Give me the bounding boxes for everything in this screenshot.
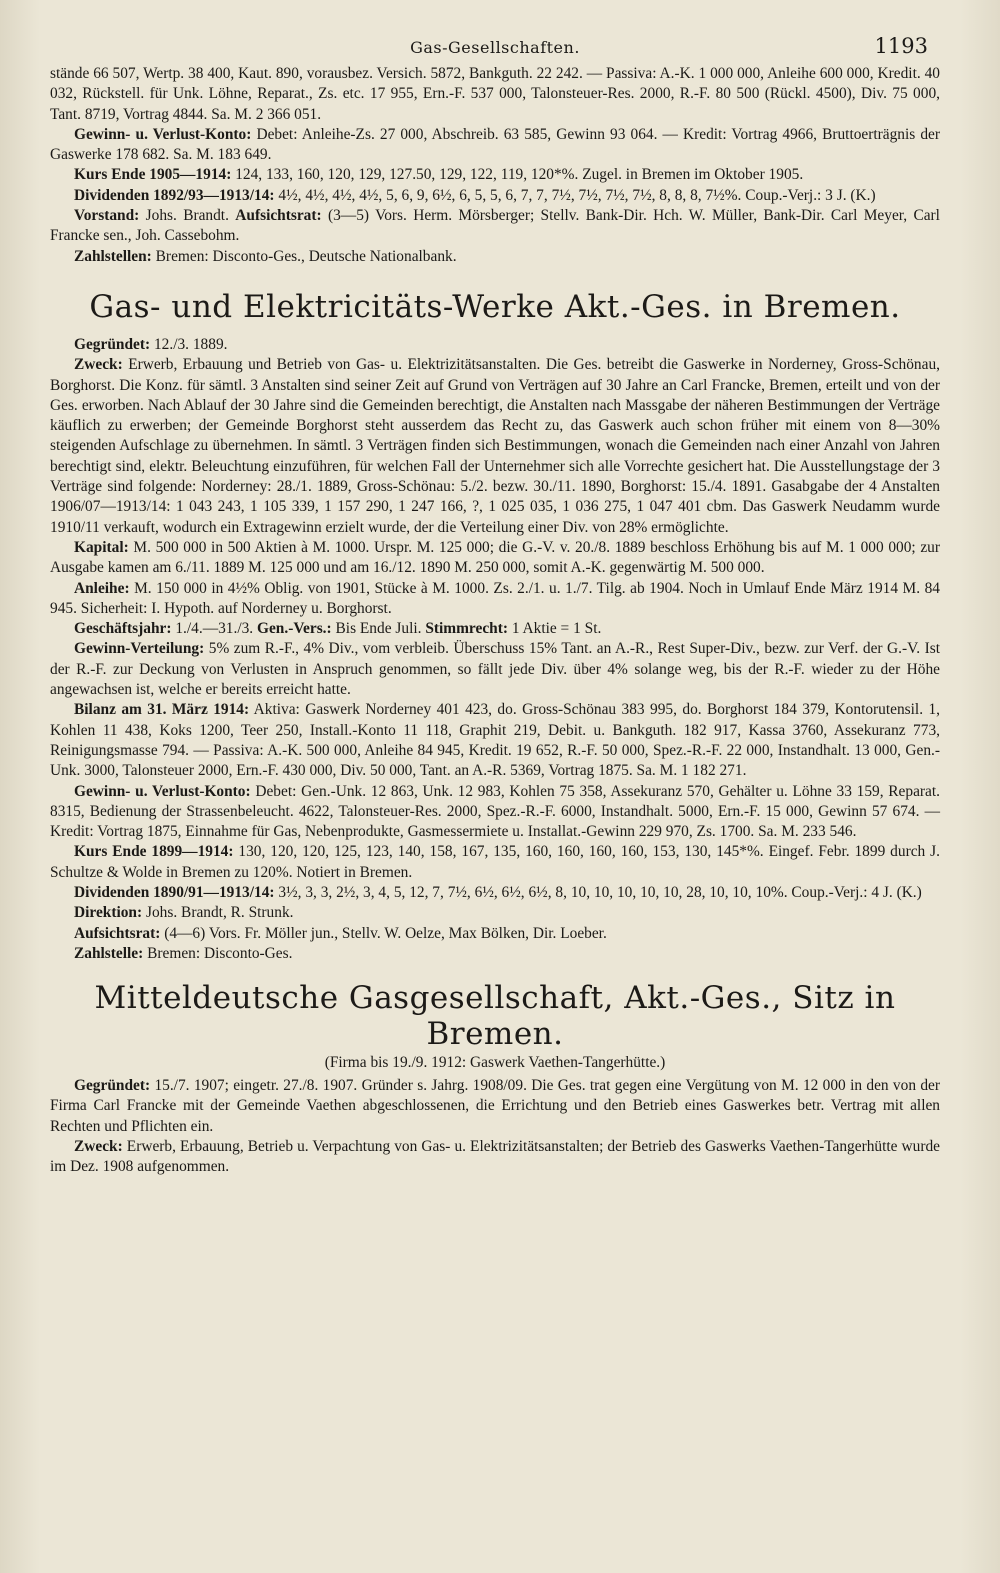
loan: Anleihe: M. 150 000 in 4½% Oblig. von 1901, Stücke à M. 1000. Zs. 2./1. u. 1./7. Tilg. ab 1904. Noch in Umlauf Ende März 1914 M. 84 945. Sicherheit: I. Hypoth. auf Norderney u. Borghorst. [50,579,940,617]
balance-sheet: Bilanz am 31. März 1914: Aktiva: Gaswerk Norderney 401 423, do. Gross-Schönau 383 995, do. Borghorst 184 379, Kontorutensil. 1, Kohlen 11 438, Koks 1200, Teer 250, Install.-Konto 11 118, Graphit 219, Debit. u. Bankguth. 182 917, Kassa 3760, Assekuranz 773, Reinigungsmasse 794. — Passiva: A.-K. 500 000, Anleihe 84 945, Kredit. 19 652, R.-F. 50 000, Spez.-R.-F. 22 000, Instandhalt. 13 000, Gen.-Unk. 3000, Talonsteuer 2000, Ern.-F. 430 000, Div. 50 000, Tant. an A.-R. 5369, Vortrag 1875. Sa. M. 1 182 271. [50,701,941,780]
profit-loss-account: Gewinn- u. Verlust-Konto: Debet: Gen.-Unk. 12 863, Unk. 12 983, Kohlen 75 358, Assekuranz 570, Gehälter u. Löhne 33 159, Reparat. 8315, Bedienung der Strassenbeleucht. 4622, Talonsteuer-Res. 2000, Spez.-R.-F. 6000, Instandhalt. 5000, Ern.-F. 15 000, Gewinn 57 674. — Kredit: Vortrag 1875, Einnahme für Gas, Nebenprodukte, Gasmessermiete u. Installat.-Gewinn 229 970, Zs. 1700. Sa. M. 233 546. [50,782,940,841]
board: Vorstand: Johs. Brandt. Aufsichtsrat: (3—5) Vors. Herm. Mörsberger; Stellv. Bank-Dir. Hch. W. Müller, Bank-Dir. Carl Meyer, Carl Francke sen., Joh. Cassebohm. [50,207,940,245]
company-entry [50,980,940,1177]
founded: Gegründet: 15./7. 1907; eingetr. 27./8. 1907. Gründer s. Jahrg. 1908/09. Die Ges. trat gegen eine Vergütung von M. 12 000 in den von der Firma Carl Francke mit der Gemeinde Vaethen abgeschlossenen, die Errichtung und den Betrieb eines Gaswerkes betr. Vertrag mit allen Rechten und Pflichten ein. [50,1077,940,1135]
founded: Gegründet: 12./3. 1889. [74,335,228,353]
capital: Kapital: M. 500 000 in 500 Aktien à M. 1000. Urspr. M. 125 000; die G.-V. v. 20./8. 1889 beschloss Erhöhung bis auf M. 1 000 000; zur Ausgabe kamen am 6./11. 1889 M. 125 000 und am 16./12. 1890 M. 250 000, somit A.-K. gegenwärtig M. 500 000. [50,538,940,577]
dividends: Dividenden 1892/93—1913/14: 4½, 4½, 4½, 4½, 5, 6, 9, 6½, 6, 5, 5, 6, 7, 7, 7½, 7½, 7½, 7½, 8, 8, 8, 7½%. Coup.-Verj.: 3 J. (K.) [74,186,876,204]
page-number: 1193 [874,34,928,58]
management: Direktion: Johs. Brandt, R. Strunk. [74,904,294,922]
paying-agents: Zahlstellen: Bremen: Disconto-Ges., Deutsche Nationalbank. [74,247,457,265]
supervisory-board: Aufsichtsrat: (4—6) Vors. Fr. Möller jun., Stellv. W. Oelze, Max Bölken, Dir. Loeber. [74,924,607,942]
share-price: Kurs Ende 1905—1914: 124, 133, 160, 120, 129, 127.50, 129, 122, 119, 120*%. Zugel. in Bremen im Oktober 1905. [74,166,804,184]
fiscal-year: Geschäftsjahr: 1./4.—31./3. Gen.-Vers.: Bis Ende Juli. Stimmrecht: 1 Aktie = 1 St. [74,620,602,638]
purpose: Zweck: Erwerb, Erbauung, Betrieb u. Verpachtung von Gas- u. Elektrizitätsanstalten; der Betrieb des Gaswerks Vaethen-Tangerhütte wurde im Dez. 1908 aufgenommen. [50,1138,940,1176]
share-price: Kurs Ende 1899—1914: 130, 120, 120, 125, 123, 140, 158, 167, 135, 160, 160, 160, 160, 153, 130, 145*%. Eingef. Febr. 1899 durch J. Schultze & Wolde in Bremen zu 120%. Notiert in Bremen. [50,843,940,881]
dividends: Dividenden 1890/91—1913/14: 3½, 3, 3, 2½, 3, 4, 5, 12, 7, 7½, 6½, 6½, 6½, 8, 10, 10, 10, 10, 10, 28, 10, 10, 10%. Coup.-Verj.: 4 J. (K.) [74,883,922,901]
company-heading: Gas- und Elektricitäts-Werke Akt.-Ges. in Bremen. [89,288,901,325]
running-title: Gas-Gesellschaften. [410,38,580,57]
previous-entry-continuation [50,64,940,267]
running-header [50,30,940,64]
former-name: (Firma bis 19./9. 1912: Gaswerk Vaethen-Tangerhütte.) [324,1054,666,1072]
company-entry [50,289,940,964]
profit-loss-account: Gewinn- u. Verlust-Konto: Debet: Anleihe-Zs. 27 000, Abschreib. 63 585, Gewinn 93 064. — Kredit: Vortrag 4966, Bruttoerträgnis der Gaswerke 178 682. Sa. M. 183 649. [50,125,940,164]
purpose: Zweck: Erwerb, Erbauung und Betrieb von Gas- u. Elektrizitätsanstalten. Die Ges. betreibt die Gaswerke in Norderney, Gross-Schönau, Borghorst. Die Konz. für sämtl. 3 Anstalten sind seiner Zeit auf Grund von Verträgen auf 30 Jahre an Carl Francke, Bremen, erteilt und von der Ges. erworben. Nach Ablauf der 30 Jahre sind die Gemeinden berechtigt, die Anstalten nach Massgabe der näheren Bestimmungen der Verträge käuflich zu erwerben; der Gemeinde Borghorst steht ausserdem das Recht zu, das Gaswerk auch schon früher mit einem von 8—30% steigenden Aufschlage zu übernehmen. In sämtl. 3 Verträgen finden sich Bestimmungen, wonach die Gemeinden nach einer Anzahl von Jahren berechtigt sind, elektr. Beleuchtung einzuführen, für welchen Fall der Unternehmer sich alle Vorrechte gesichert hat. Die Ausstellungstage der 3 Verträge sind folgende: Norderney: 28./1. 1889, Gross-Schönau: 5./2. bezw. 30./11. 1890, Borghorst: 15./4. 1891. Gasabgabe der 4 Anstalten 1906/07—1913/14: 1 043 243, 1 105 339, 1 157 290, 1 247 166, ?, 1 025 035, 1 036 275, 1 047 401 cbm. Das Gaswerk Neudamm wurde 1910/11 verkauft, wodurch ein Extragewinn erzielt wurde, der die Verteilung einer Div. von 28% ermöglichte. [50,356,940,536]
paying-agent: Zahlstelle: Bremen: Disconto-Ges. [74,944,293,962]
balance-continuation: stände 66 507, Wertp. 38 400, Kaut. 890, vorausbez. Versich. 5872, Bankguth. 22 242. — Passiva: A.-K. 1 000 000, Anleihe 600 000, Kredit. 40 032, Rückstell. für Unk. Löhne, Reparat., Zs. etc. 17 955, Ern.-F. 537 000, Talonsteuer-Res. 2000, R.-F. 80 500 (Rückl. 4500), Div. 75 000, Tant. 8719, Vortrag 4844. Sa. M. 2 366 051. [50,65,940,123]
company-heading: Mitteldeutsche Gasgesellschaft, Akt.-Ges., Sitz in Bremen. [94,980,896,1053]
profit-distribution: Gewinn-Verteilung: 5% zum R.-F., 4% Div., vom verbleib. Überschuss 15% Tant. an A.-R., Rest Super-Div., bezw. zur Verf. der G.-V. Ist der R.-F. zur Deckung von Verlusten in Anspruch genommen, so fällt jede Div. über 4% solange weg, bis der R.-F. wieder zu der Höhe angewachsen ist, welche er bereits erreicht hatte. [50,640,940,699]
